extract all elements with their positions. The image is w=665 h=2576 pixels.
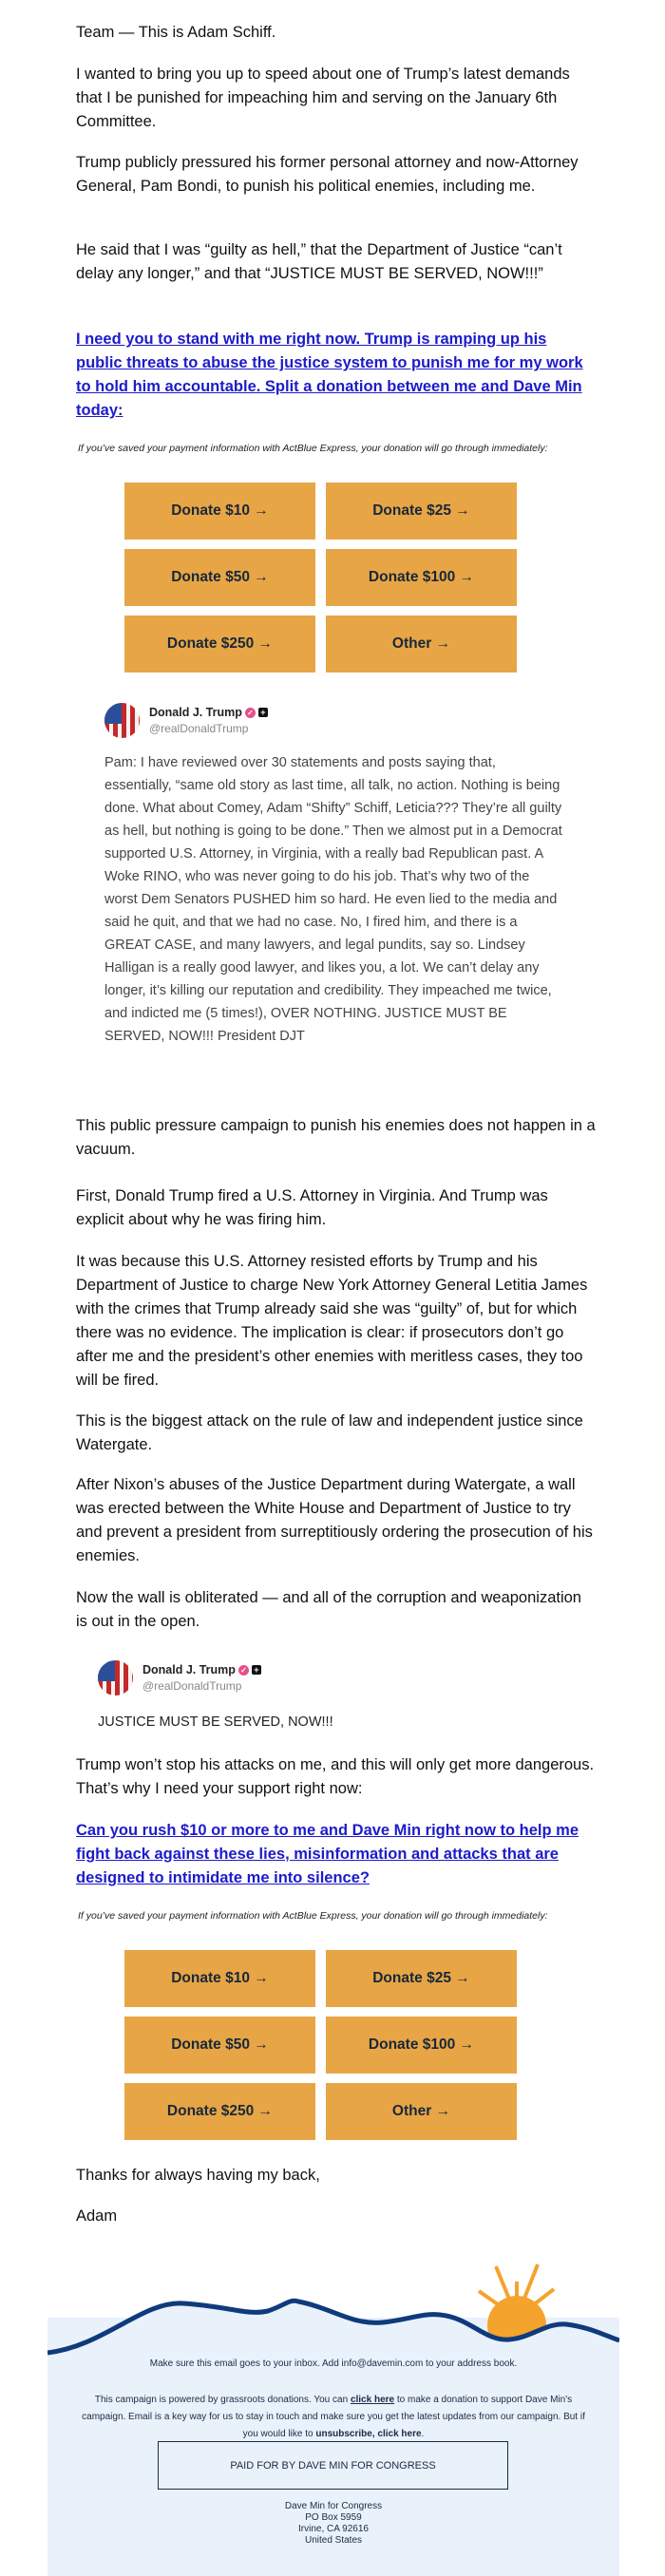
address-line: PO Box 5959 (305, 2512, 362, 2523)
donate-link[interactable]: Can you rush $10 or more to me and Dave Min right now to help me fight back against these lies, misinformation and attacks that are designed to intimidate me into silence? (76, 1822, 579, 1886)
paragraph: Trump publicly pressured his former personal attorney and now-Attorney General, Pam Bondi, to punish his political enemies, including me. (76, 154, 579, 195)
donate-10-button[interactable]: Donate $10 → (124, 483, 315, 540)
tweet-header (104, 703, 268, 738)
address-line: United States (304, 2535, 363, 2546)
donate-100-button[interactable]: Donate $100 → (326, 2017, 517, 2074)
donate-25-button[interactable]: Donate $25 → (326, 483, 517, 540)
plus-icon: + (258, 708, 268, 717)
donate-link[interactable]: I need you to stand with me right now. Trump is ramping up his public threats to abuse the justice system to punish me for my work to hold him accountable. Split a donation between me and Dave Min today: (76, 331, 583, 419)
donate-button-grid (124, 1950, 517, 2140)
donate-250-button[interactable]: Donate $250 → (124, 616, 315, 672)
donate-button-grid (124, 483, 517, 672)
tweet-author: Donald J. Trump (149, 706, 242, 719)
tweet-author: Donald J. Trump (142, 1663, 236, 1676)
paragraph: After Nixon’s abuses of the Justice Department during Watergate, a wall was erected between the White House and Department of Justice to try and prevent a president from surreptitiously ordering the prosecution of his enemies. (76, 1476, 593, 1564)
paragraph: He said that I was “guilty as hell,” that the Department of Justice “can’t delay any longer,” and that “JUSTICE MUST BE SERVED, NOW!!!” (76, 241, 562, 282)
paid-for-disclaimer: PAID FOR BY DAVE MIN FOR CONGRESS (158, 2441, 508, 2490)
wave-sun-logo-icon (48, 2261, 619, 2365)
address-line: Irvine, CA 92616 (298, 2524, 369, 2534)
address-line: Dave Min for Congress (284, 2501, 383, 2511)
paragraph: It was because this U.S. Attorney resisted efforts by Trump and his Department of Justice to charge New York Attorney General Letitia James with the crimes that Trump already said she was “guilty” of, but for which there was no evidence. The implication is clear: if prosecutors don’t go after me and the president’s other enemies with meritless cases, they too will be fired. (76, 1253, 588, 1389)
paragraph: This public pressure campaign to punish his enemies does not happen in a vacuum. (76, 1117, 596, 1158)
verified-badge-icon: ✓ (238, 1665, 249, 1676)
signature: Adam (76, 2207, 118, 2225)
donation-note-text: This campaign is powered by grassroots donations. You can (94, 2395, 351, 2405)
tweet-handle: @realDonaldTrump (142, 1679, 242, 1693)
tweet-handle: @realDonaldTrump (149, 722, 249, 735)
paragraph: I wanted to bring you up to speed about one of Trump’s latest demands that I be punished for impeaching him and serving on the January 6th Committee. (76, 66, 570, 130)
donate-250-button[interactable]: Donate $250 → (124, 2083, 315, 2140)
actblue-note: If you’ve saved your payment information with ActBlue Express, your donation will go through immediately: (78, 1910, 548, 1922)
paragraph: This is the biggest attack on the rule of law and independent justice since Watergate. (76, 1412, 583, 1453)
plus-icon: + (252, 1665, 261, 1675)
donate-100-button[interactable]: Donate $100 → (326, 549, 517, 606)
unsubscribe-link[interactable]: unsubscribe, click here (315, 2429, 422, 2439)
greeting: Team — This is Adam Schiff. (76, 24, 276, 41)
donation-note-text: to make a donation to support Dave Min's campaign. Email is a key way for us to stay in touch and make sure you get the latest updates from our campaign. But if you would like to (82, 2395, 585, 2439)
donate-other-button[interactable]: Other → (326, 616, 517, 672)
actblue-note: If you’ve saved your payment information with ActBlue Express, your donation will go through immediately: (78, 443, 548, 454)
donate-other-button[interactable]: Other → (326, 2083, 517, 2140)
paragraph: Trump won’t stop his attacks on me, and this will only get more dangerous. That’s why I need your support right now: (76, 1756, 595, 1797)
avatar (98, 1660, 133, 1695)
donate-10-button[interactable]: Donate $10 → (124, 1950, 315, 2007)
verified-badge-icon: ✓ (245, 708, 256, 718)
closing: Thanks for always having my back, (76, 2167, 320, 2184)
tweet-text: Pam: I have reviewed over 30 statements and posts saying that, essentially, “same old story as last time, all talk, no action. Nothing is being done. What about Comey, Adam “Shifty” Schiff, Leticia??? They’re all guilty as hell, but nothing is going to be done.” Then we almost put in a Democrat supported U.S. Attorney, in Virginia, with a really bad Republican past. A Woke RINO, who was never going to do his job. That’s why two of the worst Dem Senators PUSHED him so hard. He even lied to the media and said he quit, and that we had no case. No, I fired him, and there is a GREAT CASE, and many lawyers, and legal pundits, say so. Lindsey Halligan is a really good lawyer, and likes you, a lot. We can’t delay any longer, it’s killing our reputation and credibility. They impeached me twice, and indicted me (5 times!), OVER NOTHING. JUSTICE MUST BE SERVED, NOW!!! President DJT (104, 755, 562, 1044)
inbox-note: Make sure this email goes to your inbox. Add info@davemin.com to your address book. (149, 2358, 518, 2369)
donate-50-button[interactable]: Donate $50 → (124, 2017, 315, 2074)
avatar (104, 703, 140, 738)
footer (48, 2261, 619, 2576)
donate-50-button[interactable]: Donate $50 → (124, 549, 315, 606)
tweet-text: JUSTICE MUST BE SERVED, NOW!!! (98, 1714, 333, 1730)
tweet-header (98, 1660, 261, 1695)
paragraph: First, Donald Trump fired a U.S. Attorney in Virginia. And Trump was explicit about why he was firing him. (76, 1187, 548, 1228)
click-here-link[interactable]: click here (350, 2395, 395, 2405)
paragraph: Now the wall is obliterated — and all of the corruption and weaponization is out in the open. (76, 1589, 581, 1630)
donation-note (48, 2392, 619, 2443)
donate-25-button[interactable]: Donate $25 → (326, 1950, 517, 2007)
address (48, 2501, 619, 2547)
donation-note-text: . (421, 2429, 425, 2439)
